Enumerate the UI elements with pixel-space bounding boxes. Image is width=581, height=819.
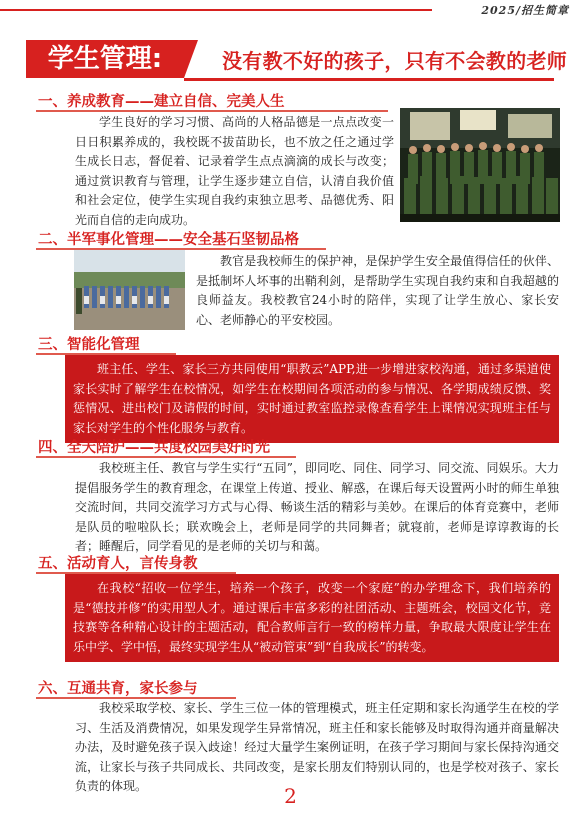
section-rule-1 <box>36 110 388 112</box>
brochure-year-label: 2025/招生简章 <box>481 4 569 17</box>
page-number: 2 <box>284 784 297 808</box>
section-box-5: 在我校“招收一位学生，培养一个孩子，改变一个家庭”的办学理念下，我们培养的是“德技并修”的实用型人才。通过课后丰富多彩的社团活动、主题班会，校园文化节，竞技赛等各种精心设计的主题活动，配合教师言行一致的榜样力量，争取最大限度让学生在乐中学、学中悟，最终实现学生从“被动管束”到“自我成长”的转变。 <box>65 574 559 662</box>
section-text-6: 我校采取学校、家长、学生三位一体的管理模式，班主任定期和家长沟通学生在校的学习、生活及消费情况，如果发现学生异常情况，班主任和家长能够及时取得沟通并商量解决办法，及时避免孩子误入歧途！经过大量学生案例证明，在孩子学习期间与家长保持沟通交流，让家长与孩子共同成长、共同改变，是家长朋友们特别认同的，也是学校对孩子、家长负责的体现。 <box>75 701 559 793</box>
section-title-5: 五、活动育人，言传身教 <box>38 556 198 572</box>
banner-slogan: 没有教不好的孩子，只有不会教的老师 <box>222 49 568 73</box>
section-title-2: 二、半军事化管理——安全基石坚韧品格 <box>38 232 299 248</box>
header-rule <box>0 9 432 11</box>
header-strip <box>0 0 581 22</box>
section-banner: 学生管理: <box>26 40 184 78</box>
section-title-1: 一、养成教育——建立自信、完美人生 <box>38 94 285 110</box>
drill-field-photo <box>74 250 185 330</box>
section-text-2: 教官是我校师生的保护神，是保护学生安全最值得信任的伙伴、是抵制坏人坏事的出鞘利剑，是帮助学生实现自我约束和自我超越的良师益友。我校教官24小时的陪伴，实现了让学生放心、家长安心、老师静心的平安校园。 <box>196 254 559 327</box>
section-title-3: 三、智能化管理 <box>38 337 140 353</box>
drill-photo-illustration <box>74 250 185 330</box>
section-text-1: 学生良好的学习习惯、高尚的人格品德是一点点改变一日日积累养成的，我校既不拔苗助长，也不放之任之通过学生成长日志，督促着、记录着学生点点滴滴的成长与改变；通过赏识教育与管理，让学生逐步建立自信，认清自我价值和社会定位，使学生实现自我约束独立思考、品德优秀、阳光而自信的走向成功。 <box>75 115 394 227</box>
cadets-photo-illustration <box>400 108 560 222</box>
section-title-6: 六、互通共育，家长参与 <box>38 681 198 697</box>
military-training-photo <box>400 108 560 222</box>
section-box-3: 班主任、学生、家长三方共同使用“职教云”APP,进一步增进家校沟通，通过多渠道使家长实时了解学生在校情况，如学生在校期间各项活动的参与情况、各学期成绩反馈、奖惩情况、进出校门及请假的时间，实时通过教室监控录像查看学生上课情况实现班主任与家长对学生的个性化服务与教育。 <box>65 355 559 443</box>
banner-underline <box>184 78 554 81</box>
section-title-4: 四、全天陪护——共度校园美好时光 <box>38 440 270 456</box>
section-text-4: 我校班主任、教官与学生实行“五同”，即同吃、同住、同学习、同交流、同娱乐。大力提倡服务学生的教育理念，在课堂上传道、授业、解惑，在课后每天设置两小时的师生单独交流时间，共同交流学习方式与心得、畅谈生活的精彩与美妙。在课后的体育竞赛中，老师是队员的啦啦队长；联欢晚会上，老师是同学的共同舞者；就寝前，老师是谆谆教诲的长者；睡醒后，同学看见的是老师的关切与和蔼。 <box>75 461 559 553</box>
section-rule-4 <box>36 456 296 458</box>
